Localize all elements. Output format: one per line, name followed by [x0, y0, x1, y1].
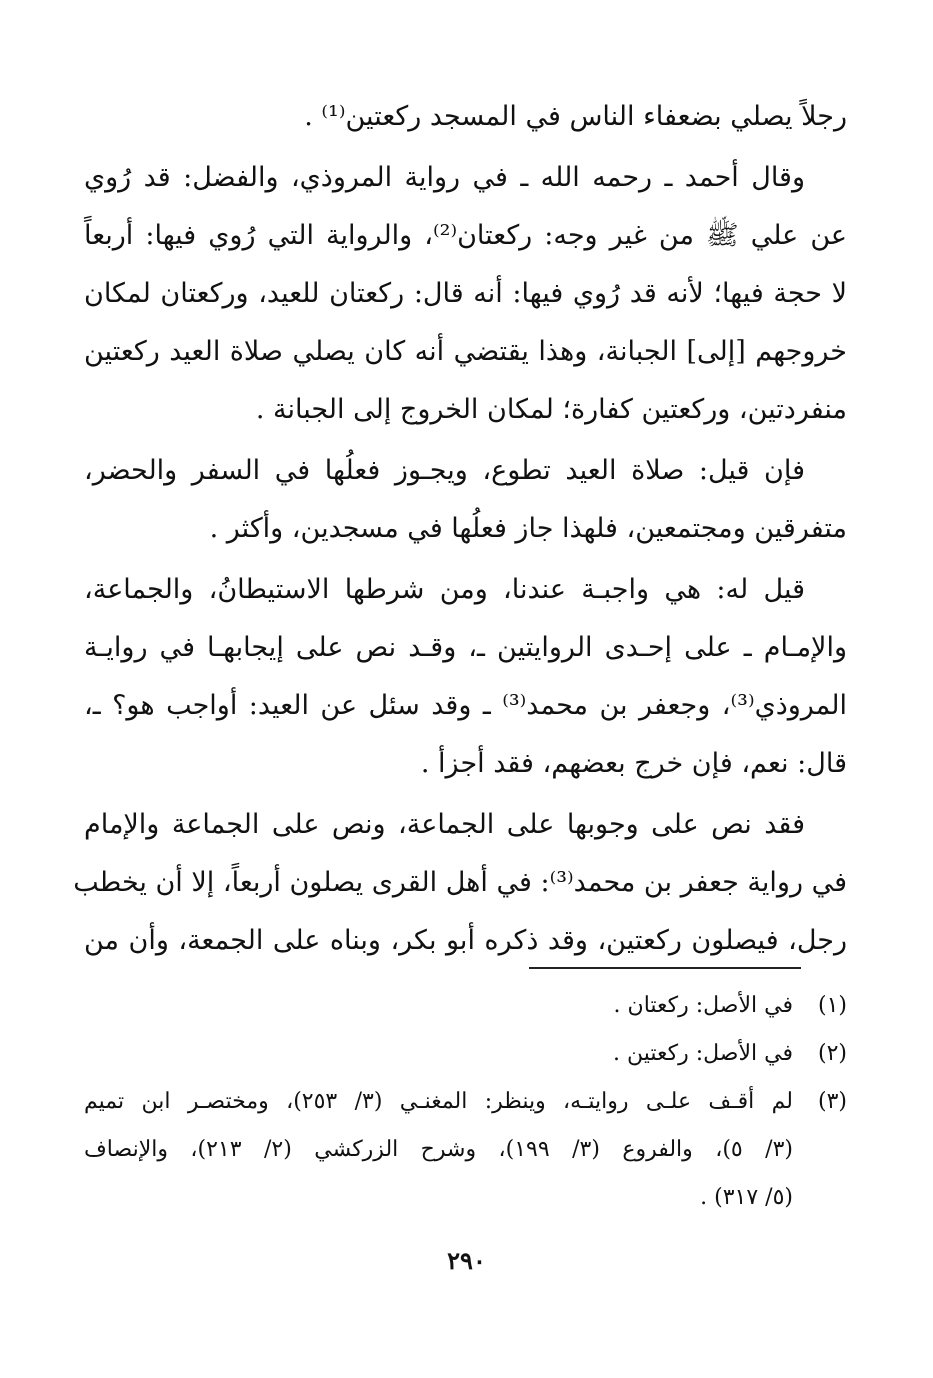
text-line: وقال أحمد ـ رحمه الله ـ في رواية المروذي، والفضل: قد رُوي [84, 162, 805, 193]
text-line: رجل، فيصلون ركعتين، وقد ذكره أبو بكر، وبناه على الجمعة، وأن من [84, 925, 847, 956]
footnote [84, 982, 847, 1030]
footnote-line: (٣/ ٥)، والفروع (٣/ ١٩٩)، وشرح الزركشي (٢/ ٢١٣)، والإنصاف [84, 1137, 794, 1162]
footnote [84, 1030, 847, 1078]
page-number: ٢٩٠ [447, 1246, 486, 1275]
footnote-number: (١) [817, 993, 847, 1018]
footnote-line: في الأصل: ركعتان . [613, 993, 793, 1018]
footnote-divider [529, 967, 801, 969]
text-line: منفردتين، وركعتين كفارة؛ لمكان الخروج إلى الجبانة . [255, 394, 847, 425]
footnotes [84, 982, 847, 1222]
footnote-number: (٢) [817, 1041, 847, 1066]
text-line: قال: نعم، فإن خرج بعضهم، فقد أجزأ . [420, 748, 847, 779]
text-line: خروجهم [إلى] الجبانة، وهذا يقتضي أنه كان يصلي صلاة العيد ركعتين [84, 336, 847, 367]
text-line: رجلاً يصلي بضعفاء الناس في المسجد ركعتين⁽¹⁾ . [304, 101, 847, 132]
text-line: والإمـام ـ على إحـدى الروايتين ـ، وقـد نص على إيجابهـا في روايـة [84, 632, 847, 663]
text-line: عن علي ﷺ من غير وجه: ركعتان⁽²⁾، والرواية التي رُوي فيها: أربعاً [84, 220, 847, 251]
text-line: فقد نص على وجوبها على الجماعة، ونص على الجماعة والإمام [84, 809, 805, 840]
text-line: متفرقين ومجتمعين، فلهذا جاز فعلُها في مسجدين، وأكثر . [209, 513, 847, 544]
text-line: المروذي⁽³⁾، وجعفر بن محمد⁽³⁾ ـ وقد سئل عن العيد: أواجب هو؟ ـ، [84, 690, 847, 721]
footnote-number: (٣) [817, 1089, 847, 1114]
text-line: لا حجة فيها؛ لأنه قد رُوي فيها: أنه قال: ركعتان للعيد، وركعتان لمكان [84, 278, 847, 309]
footnote-line: لم أقـف علـى روايتـه، وينظر: المغنـي (٣/ ٢٥٣)، ومختصـر ابن تميم [84, 1089, 793, 1114]
footnote [84, 1078, 847, 1222]
text-line: في رواية جعفر بن محمد⁽³⁾: في أهل القرى يصلون أربعاً، إلا أن يخطب [73, 867, 847, 898]
paragraph [84, 561, 847, 793]
text-line: فإن قيل: صلاة العيد تطوع، ويجـوز فعلُها في السفر والحضر، [84, 455, 805, 486]
paragraph [73, 796, 847, 970]
footnote-line: في الأصل: ركعتين . [613, 1041, 793, 1066]
footnote-line: (٥/ ٣١٧) . [700, 1185, 793, 1210]
text-line: قيل له: هي واجبـة عندنا، ومن شرطها الاستيطانُ، والجماعة، [84, 574, 805, 605]
paragraph [84, 442, 847, 558]
paragraph [84, 88, 847, 146]
paragraph [84, 149, 847, 439]
main-text [73, 88, 847, 970]
